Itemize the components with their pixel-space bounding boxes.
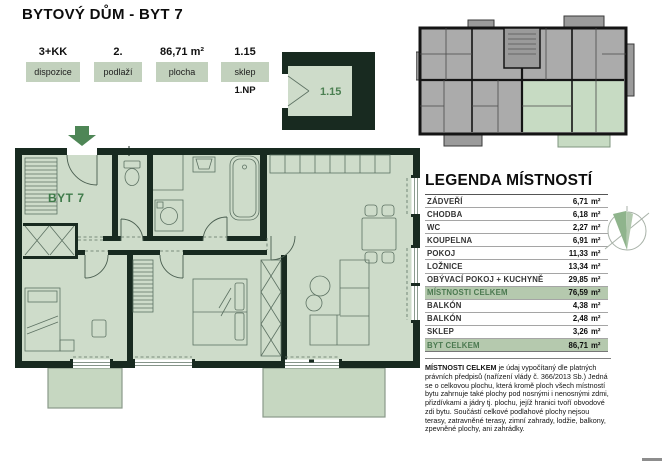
- info-value: 1.15: [234, 46, 256, 58]
- balcony-right: [263, 368, 385, 417]
- info-col-sklep: [221, 46, 269, 96]
- info-sub-label: 1.NP: [234, 85, 256, 96]
- info-col-podlazi: [94, 46, 142, 95]
- compass-icon: [601, 203, 653, 261]
- legend-row: ZÁDVEŘÍ 6,71 m²: [425, 194, 608, 207]
- info-sub-label: [94, 85, 142, 95]
- footnote: [425, 358, 611, 434]
- entrance-arrow-icon: [68, 126, 96, 146]
- legend-row: OBÝVACÍ POKOJ + KUCHYNĚ 29,85 m²: [425, 273, 608, 286]
- legend-row: CHODBA 6,18 m²: [425, 207, 608, 220]
- storage-unit-label: 1.15: [320, 86, 342, 98]
- info-sub-label: [26, 85, 80, 95]
- legend-row: LOŽNICE 13,34 m²: [425, 259, 608, 272]
- info-label-badge: dispozice: [26, 62, 80, 82]
- page-title: BYTOVÝ DŮM - BYT 7: [22, 6, 183, 23]
- apartment-label: BYT 7: [48, 191, 85, 205]
- legend-row: BALKÓN 4,38 m²: [425, 299, 608, 312]
- main-floor-plan: [15, 123, 420, 418]
- legend-title: LEGENDA MÍSTNOSTÍ: [425, 172, 593, 189]
- info-label-badge: sklep: [221, 62, 269, 82]
- info-col-dispozice: [26, 46, 80, 95]
- legend-row: WC 2,27 m²: [425, 220, 608, 233]
- info-value: 2.: [113, 46, 123, 58]
- building-overview-plan: [416, 14, 636, 154]
- footnote-lead: MÍSTNOSTI CELKEM: [425, 363, 497, 372]
- info-col-plocha: [156, 46, 208, 95]
- corner-mark: [642, 458, 662, 461]
- legend-row-total-apartment: BYT CELKEM 86,71 m²: [425, 338, 608, 351]
- legend-row: BALKÓN 2,48 m²: [425, 312, 608, 325]
- legend-row-total-rooms: MÍSTNOSTI CELKEM 76,59 m²: [425, 286, 608, 299]
- info-label-badge: plocha: [156, 62, 208, 82]
- info-sub-label: [156, 85, 208, 95]
- info-value: 86,71 m²: [159, 46, 205, 58]
- footnote-body: je údaj vypočítaný dle platných právních předpisů (nařízení vlády č. 366/2013 Sb.) Jedná se o celkovou plochu, která kromě ploch všech místností bytu zahrnuje také plochy pod nosnými i nenosnými zdmi, přizdívkami a jádry tj. plochu, jejíž hranici tvoří obvodové zdi bytu. Součástí celkové podlahové plochy nejsou terasy, zatravněné terasy, zimní zahrady, lodžie, balkony, zpevněné plochy, ani zahrádky.: [425, 363, 609, 434]
- balcony-left: [48, 368, 122, 408]
- legend-row: POKOJ 11,33 m²: [425, 246, 608, 259]
- legend-table: [425, 194, 608, 352]
- info-value: 3+KK: [38, 46, 68, 58]
- legend: [425, 172, 608, 352]
- legend-row: SKLEP 3,26 m²: [425, 325, 608, 338]
- legend-row: KOUPELNA 6,91 m²: [425, 233, 608, 246]
- info-label-badge: podlaží: [94, 62, 142, 82]
